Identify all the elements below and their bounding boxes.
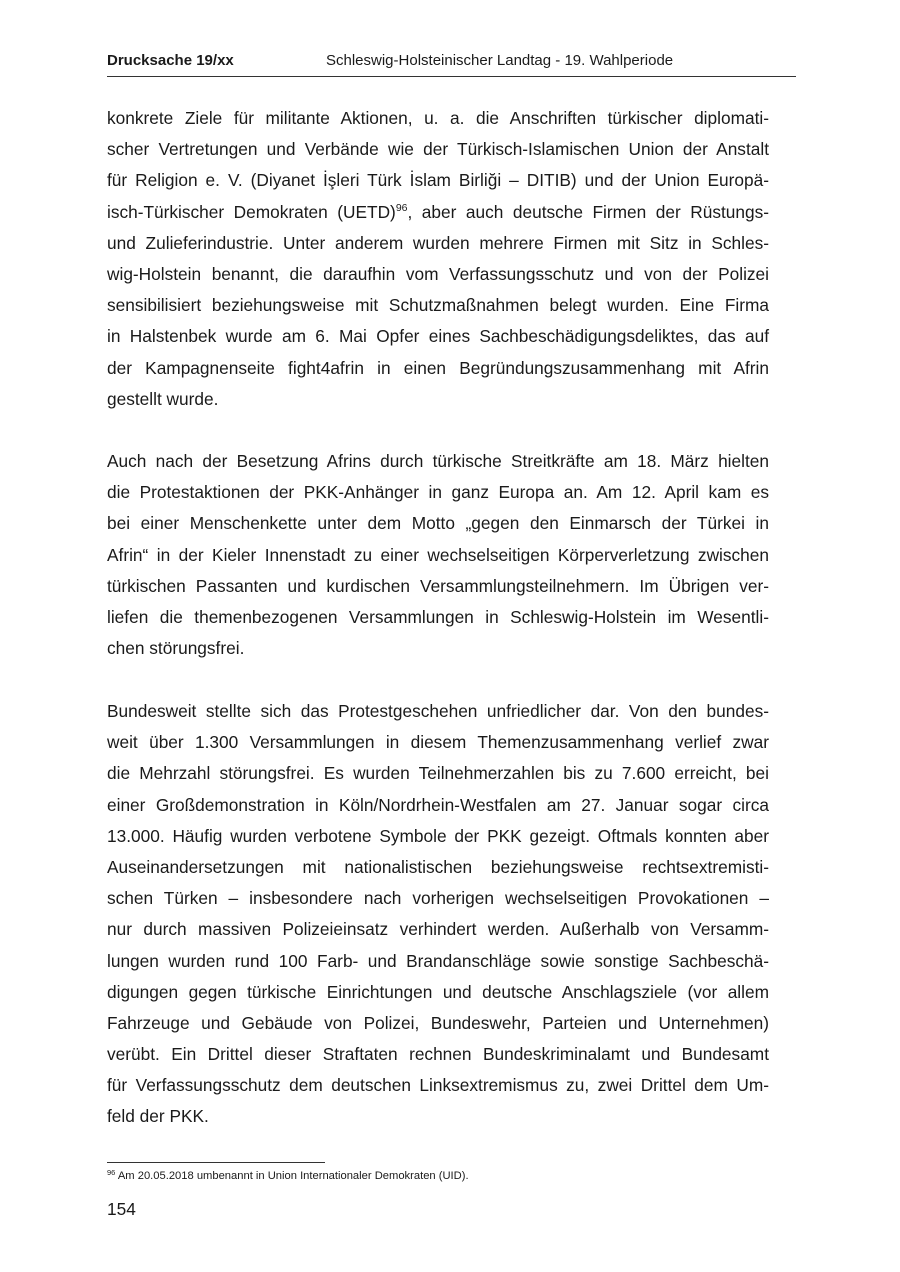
text-line: und Zulieferindustrie. Unter anderem wurden mehrere Firmen mit Sitz in Schles-: [107, 232, 769, 253]
text-line: die Protestaktionen der PKK-Anhänger in ganz Europa an. Am 12. April kam es: [107, 482, 769, 503]
text-line: Auseinandersetzungen mit nationalistischen beziehungsweise rechtsextremisti-: [107, 856, 769, 877]
text-line: einer Großdemonstration in Köln/Nordrhein-Westfalen am 27. Januar sogar circa: [107, 794, 769, 815]
page-number: 154: [107, 1199, 136, 1219]
text-segment: , aber auch deutsche Firmen der Rüstungs-: [407, 201, 769, 222]
footnote-divider: [107, 1162, 325, 1163]
header-title: Schleswig-Holsteinischer Landtag - 19. Wahlperiode: [326, 52, 674, 69]
text-line: bei einer Menschenkette unter dem Motto „gegen den Einmarsch der Türkei in: [107, 513, 769, 534]
text-line: der Kampagnenseite fight4afrin in einen Begründungszusammenhang mit Afrin: [107, 357, 769, 378]
text-line: die Mehrzahl störungsfrei. Es wurden Teilnehmerzahlen bis zu 7.600 erreicht, bei: [107, 763, 769, 784]
text-line: türkischen Passanten und kurdischen Versammlungsteilnehmern. Im Übrigen ver-: [107, 575, 769, 596]
text-line: Auch nach der Besetzung Afrins durch türkische Streitkräfte am 18. März hielten: [107, 451, 769, 471]
text-line: verübt. Ein Drittel dieser Straftaten rechnen Bundeskriminalamt und Bundesamt: [107, 1044, 769, 1065]
paragraph-2: [107, 446, 769, 664]
text-line: feld der PKK.: [107, 1106, 209, 1127]
footnote-reference[interactable]: 96: [395, 201, 408, 214]
text-line: für Verfassungsschutz dem deutschen Linksextremismus zu, zwei Drittel dem Um-: [107, 1075, 769, 1096]
text-line-with-footnote: [107, 197, 769, 228]
header-divider: [107, 76, 796, 77]
text-line: scher Vertretungen und Verbände wie der Türkisch-Islamischen Union der Anstalt: [107, 139, 769, 160]
footnote: [107, 1170, 469, 1182]
text-line: Fahrzeuge und Gebäude von Polizei, Bundeswehr, Parteien und Unternehmen): [107, 1012, 769, 1033]
text-line: 13.000. Häufig wurden verbotene Symbole der PKK gezeigt. Oftmals konnten aber: [107, 825, 769, 846]
text-line: für Religion e. V. (Diyanet İşleri Türk İslam Birliği – DITIB) und der Union Europä-: [107, 170, 769, 191]
text-line: konkrete Ziele für militante Aktionen, u. a. die Anschriften türkischer diplomati-: [107, 108, 769, 128]
text-line: digungen gegen türkische Einrichtungen und deutsche Anschlagsziele (vor allem: [107, 981, 769, 1002]
text-line: chen störungsfrei.: [107, 638, 245, 659]
text-line: wig-Holstein benannt, die daraufhin vom Verfassungsschutz und von der Polizei: [107, 263, 769, 284]
text-line: liefen die themenbezogenen Versammlungen in Schleswig-Holstein im Wesentli-: [107, 606, 769, 627]
text-segment: isch-Türkischer Demokraten (UETD): [107, 201, 396, 222]
paragraph-1: [107, 103, 769, 415]
paragraph-3: [107, 696, 769, 1133]
text-line: weit über 1.300 Versammlungen in diesem Themenzusammenhang verlief zwar: [107, 732, 769, 753]
text-line: sensibilisiert beziehungsweise mit Schutzmaßnahmen belegt wurden. Eine Firma: [107, 295, 769, 316]
text-line: nur durch massiven Polizeieinsatz verhindert werden. Außerhalb von Versamm-: [107, 919, 769, 940]
text-line: Afrin“ in der Kieler Innenstadt zu einer wechselseitigen Körperverletzung zwischen: [107, 544, 769, 565]
page-header: [107, 52, 796, 76]
text-line: schen Türken – insbesondere nach vorherigen wechselseitigen Provokationen –: [107, 888, 769, 909]
footnote-number: 96: [107, 1168, 116, 1177]
text-line: gestellt wurde.: [107, 388, 219, 409]
document-number: Drucksache 19/xx: [107, 52, 234, 69]
text-line: Bundesweit stellte sich das Protestgeschehen unfriedlicher dar. Von den bundes-: [107, 701, 769, 721]
text-line: lungen wurden rund 100 Farb- und Brandanschläge sowie sonstige Sachbeschä-: [107, 950, 769, 971]
text-line: in Halstenbek wurde am 6. Mai Opfer eines Sachbeschädigungsdeliktes, das auf: [107, 326, 769, 347]
footnote-text: Am 20.05.2018 umbenannt in Union Internationaler Demokraten (UID).: [115, 1170, 469, 1182]
